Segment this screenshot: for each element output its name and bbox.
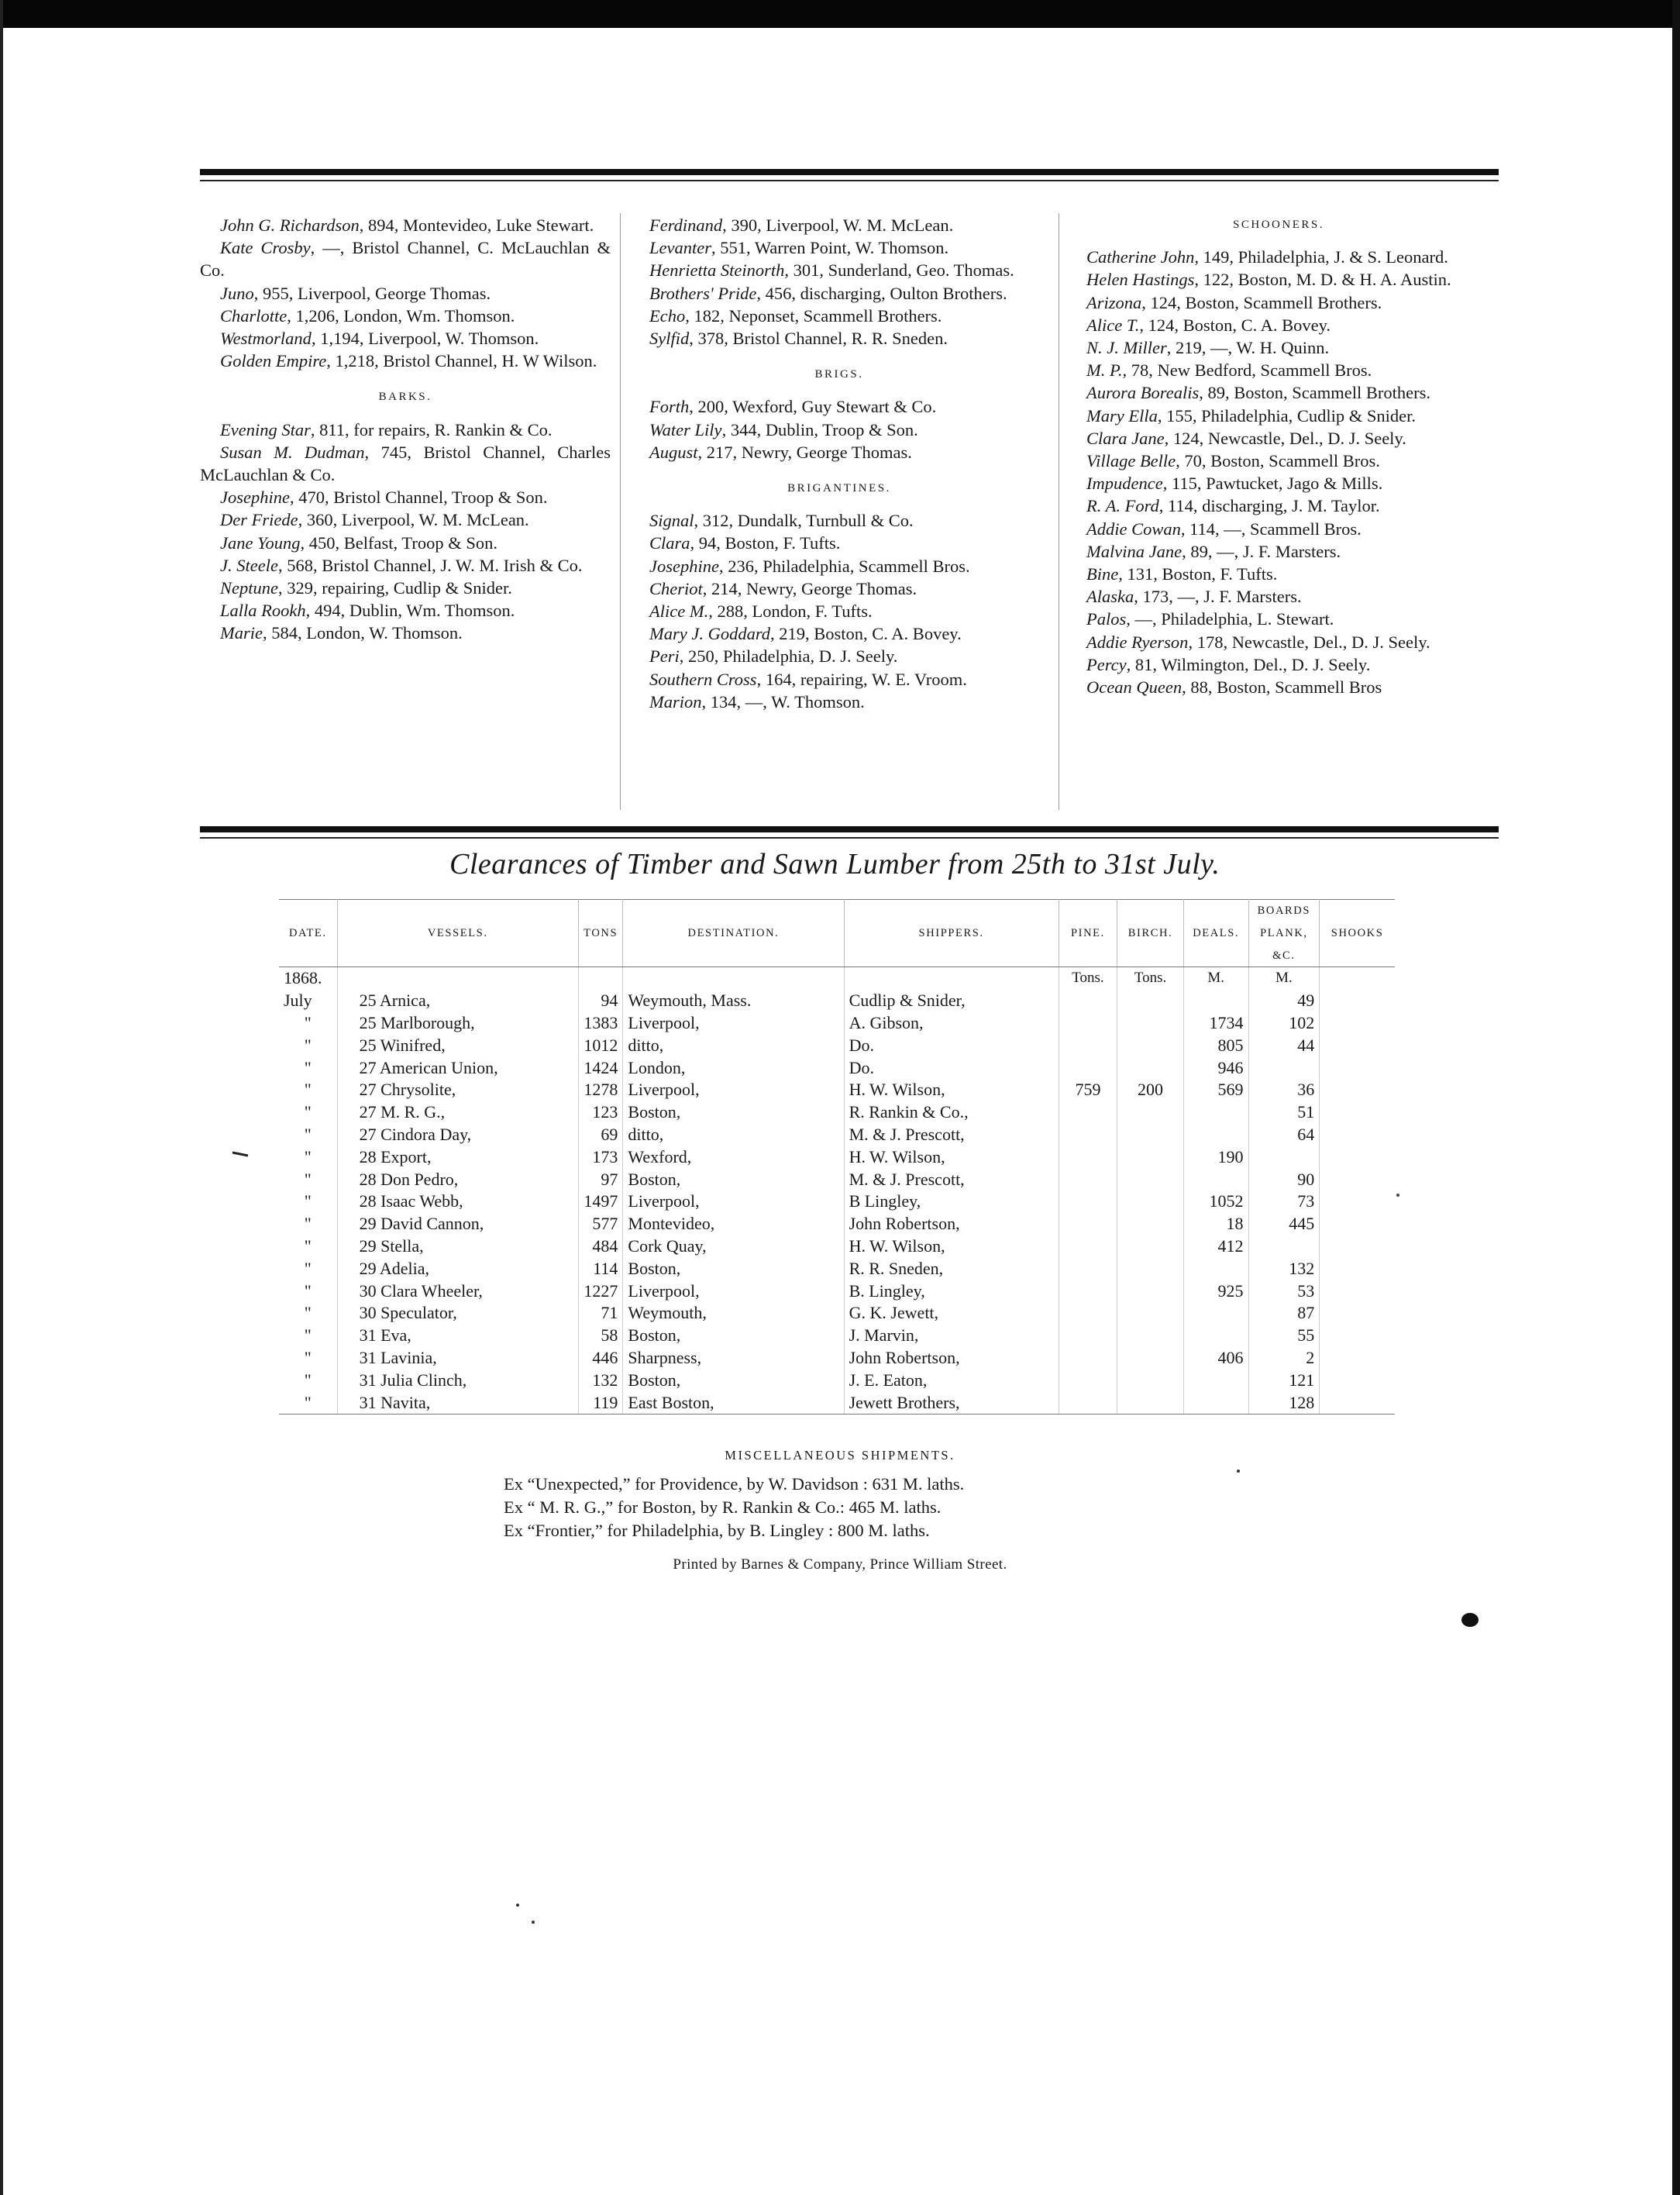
vessel-details: , 115, Pawtucket, Jago & Mills. <box>1162 474 1383 494</box>
clearances-title: Clearances of Timber and Sawn Lumber from 25th to 31st July. <box>449 848 1220 880</box>
destination-cell: Liverpool, <box>623 1079 844 1101</box>
vessel-name: Clara Jane <box>1086 428 1165 448</box>
shipper-cell: R. Rankin & Co., <box>844 1101 1059 1124</box>
vessel-name: R. A. Ford <box>1086 496 1159 516</box>
vessel-name: Winifred, <box>380 1035 446 1055</box>
deals-cell: 805 <box>1183 1035 1248 1057</box>
vessel-details: , 70, Boston, Scammell Bros. <box>1176 451 1380 471</box>
day-number: 28 <box>359 1169 377 1189</box>
vessel-name: Impudence <box>1086 474 1163 494</box>
shipper-cell: G. K. Jewett, <box>844 1302 1059 1325</box>
vessel-details: , 155, Philadelphia, Cudlip & Snider. <box>1157 405 1416 426</box>
date-cell: " <box>279 1392 337 1415</box>
date-cell: " <box>279 1213 337 1235</box>
ink-blot <box>1461 1613 1479 1627</box>
tons-cell: 1383 <box>578 1012 622 1035</box>
vessel-name: Neptune <box>220 578 278 598</box>
misc-line: Ex “Frontier,” for Philadelphia, by B. Lingley : 800 M. laths. <box>504 1521 930 1540</box>
vessel-details: , —, Philadelphia, L. Stewart. <box>1126 609 1334 629</box>
date-cell: " <box>279 1370 337 1392</box>
boards-cell: 55 <box>1248 1325 1320 1347</box>
destination-cell: Montevideo, <box>623 1213 844 1235</box>
vessel-name: Malvina Jane <box>1086 541 1183 561</box>
tons-cell: 114 <box>578 1258 622 1280</box>
deals-cell: 18 <box>1183 1213 1248 1235</box>
vessel-details: , 114, discharging, J. M. Taylor. <box>1158 496 1380 516</box>
vessel-details: , 217, Newry, George Thomas. <box>697 442 912 462</box>
tons-cell: 94 <box>578 990 622 1012</box>
tons-cell: 71 <box>578 1302 622 1325</box>
header-date: DATE. <box>279 900 337 967</box>
vessel-name: Clara <box>649 533 690 553</box>
tons-cell: 484 <box>578 1235 622 1258</box>
destination-cell: London, <box>623 1057 844 1080</box>
destination-cell: Liverpool, <box>623 1012 844 1035</box>
destination-cell: Liverpool, <box>623 1280 844 1303</box>
tons-cell: 1012 <box>578 1035 622 1057</box>
boards-cell: 90 <box>1248 1169 1320 1191</box>
vessel-name: Water Lily <box>649 419 722 439</box>
vessel-details: , 378, Bristol Channel, R. R. Sneden. <box>689 329 948 349</box>
vessel-name: Addie Cowan <box>1086 519 1181 539</box>
tons-cell: 1227 <box>578 1280 622 1303</box>
vessel-details: , 200, Wexford, Guy Stewart & Co. <box>689 397 937 417</box>
speck <box>516 1904 519 1907</box>
tons-cell: 69 <box>578 1124 622 1146</box>
vessel-name: Stella, <box>380 1235 424 1256</box>
vessel-details: , 568, Bristol Channel, J. W. M. Irish & Co. <box>277 555 583 575</box>
destination-cell: Sharpness, <box>623 1347 844 1370</box>
vessel-name: M. P. <box>1086 360 1123 381</box>
shipper-cell: A. Gibson, <box>844 1012 1059 1035</box>
tons-cell: 446 <box>578 1347 622 1370</box>
vessel-details: , 745, Bristol Channel, Charles McLauchlan & Co. <box>200 442 611 485</box>
vessel-name: Village Belle <box>1086 451 1176 471</box>
deals-cell: 569 <box>1183 1079 1248 1101</box>
date-cell: " <box>279 1079 337 1101</box>
vessel-name: Speculator, <box>380 1303 457 1323</box>
vessel-details: , 88, Boston, Scammell Bros <box>1182 677 1382 698</box>
vessel-name: Navita, <box>380 1392 431 1412</box>
boards-cell: 53 <box>1248 1280 1320 1303</box>
speck <box>1237 1470 1240 1473</box>
day-number: 28 <box>359 1191 377 1211</box>
destination-cell: Boston, <box>623 1325 844 1347</box>
vessel-name: Juno <box>220 283 254 303</box>
vessel-name: Signal <box>649 511 694 531</box>
day-number: 27 <box>359 1102 377 1122</box>
tons-cell: 577 <box>578 1213 622 1235</box>
vessel-details: , 551, Warren Point, W. Thomson. <box>711 238 949 258</box>
vessel-name: Clara Wheeler, <box>380 1280 483 1301</box>
vessel-details: , 584, London, W. Thomson. <box>263 623 463 643</box>
vessel-details: , 89, —, J. F. Marsters. <box>1182 541 1341 561</box>
vessel-details: , 390, Liverpool, W. M. McLean. <box>722 215 954 235</box>
birch-cell: 200 <box>1117 1079 1184 1101</box>
vessel-details: , 470, Bristol Channel, Troop & Son. <box>289 488 548 508</box>
day-number: 27 <box>359 1080 377 1100</box>
boards-cell: 445 <box>1248 1213 1320 1235</box>
day-number: 29 <box>359 1214 377 1234</box>
vessel-name: Henrietta Steinorth <box>649 260 785 281</box>
vessel-name: Der Friede <box>220 510 298 530</box>
day-number: 31 <box>359 1370 377 1390</box>
deals-cell: 925 <box>1183 1280 1248 1303</box>
vessel-details: , 182, Neponset, Scammell Brothers. <box>685 305 942 326</box>
day-number: 25 <box>359 991 377 1011</box>
vessel-name: August <box>649 442 698 462</box>
date-cell: July <box>279 990 337 1012</box>
printer-imprint: Printed by Barnes & Company, Prince William Street. <box>673 1556 1007 1573</box>
vessel-name: Aurora Borealis <box>1086 383 1200 403</box>
section-heading: BARKS. <box>378 391 432 404</box>
vessel-name: Export, <box>380 1146 432 1166</box>
destination-cell: Boston, <box>623 1169 844 1191</box>
shipper-cell: J. E. Eaton, <box>844 1370 1059 1392</box>
vessel-details: , 494, Dublin, Wm. Thomson. <box>305 601 515 621</box>
day-number: 30 <box>359 1280 377 1301</box>
header-deals: DEALS. <box>1183 900 1248 967</box>
vessel-name: Helen Hastings <box>1086 270 1195 290</box>
shipper-cell: John Robertson, <box>844 1213 1059 1235</box>
vessel-name: Josephine <box>220 488 290 508</box>
vessel-details: , 78, New Bedford, Scammell Bros. <box>1122 360 1372 381</box>
day-number: 28 <box>359 1146 377 1166</box>
day-number: 25 <box>359 1012 377 1032</box>
tons-cell: 58 <box>578 1325 622 1347</box>
vessel-name: Arnica, <box>379 991 431 1011</box>
vessel-details: , 131, Boston, F. Tufts. <box>1118 564 1278 584</box>
destination-cell: Weymouth, Mass. <box>623 990 844 1012</box>
vessel-name: Susan M. Dudman <box>220 442 365 462</box>
deals-cell: 1734 <box>1183 1012 1248 1035</box>
tons-cell: 132 <box>578 1370 622 1392</box>
date-cell: " <box>279 1057 337 1080</box>
vessel-details: , 124, Newcastle, Del., D. J. Seely. <box>1164 428 1406 448</box>
vessel-name: Alaska <box>1086 587 1134 607</box>
boards-cell: 132 <box>1248 1258 1320 1280</box>
vessel-name: Mary J. Goddard <box>649 624 771 644</box>
vessel-name: Cheriot <box>649 578 703 598</box>
ink-mark <box>232 1153 248 1156</box>
vessel-name: Ferdinand <box>649 215 723 235</box>
shipper-cell: Do. <box>844 1057 1059 1080</box>
vessel-details: , 89, Boston, Scammell Brothers. <box>1199 383 1430 403</box>
vessel-name: Chrysolite, <box>380 1080 456 1100</box>
vessel-name: Peri <box>649 646 680 667</box>
year-cell: 1868. <box>279 967 337 990</box>
vessel-name: Ocean Queen <box>1086 677 1183 698</box>
day-number: 29 <box>359 1258 377 1278</box>
tons-cell: 119 <box>578 1392 622 1415</box>
deals-cell: 1052 <box>1183 1191 1248 1213</box>
destination-cell: Boston, <box>623 1101 844 1124</box>
header-boards: BOARDS PLANK, &C. <box>1248 900 1320 967</box>
unit-deals: M. <box>1183 967 1248 990</box>
date-cell: " <box>279 1347 337 1370</box>
vessel-name: Mary Ella <box>1086 405 1158 426</box>
vessel-details: , 164, repairing, W. E. Vroom. <box>756 669 967 689</box>
day-number: 25 <box>359 1035 377 1055</box>
vessel-name: Kate Crosby <box>220 238 311 258</box>
date-cell: " <box>279 1325 337 1347</box>
destination-cell: Liverpool, <box>623 1191 844 1213</box>
vessel-details: , 955, Liverpool, George Thomas. <box>253 283 491 303</box>
vessel-details: , 114, —, Scammell Bros. <box>1180 519 1362 539</box>
vessel-name: Marlborough, <box>380 1012 475 1032</box>
unit-pine: Tons. <box>1059 967 1117 990</box>
vessel-details: , 219, —, W. H. Quinn. <box>1166 338 1330 358</box>
shipper-cell: J. Marvin, <box>844 1325 1059 1347</box>
date-cell: " <box>279 1035 337 1057</box>
vessel-name: Percy <box>1086 654 1127 674</box>
vessel-name: J. Steele <box>220 555 278 575</box>
vessel-name: Jane Young <box>220 532 301 553</box>
header-shooks: SHOOKS <box>1320 900 1395 967</box>
vessel-name: American Union, <box>379 1057 498 1077</box>
section-heading: BRIGANTINES. <box>787 482 891 495</box>
shipper-cell: Jewett Brothers, <box>844 1392 1059 1415</box>
date-cell: " <box>279 1101 337 1124</box>
boards-cell: 2 <box>1248 1347 1320 1370</box>
vessel-details: , 344, Dublin, Troop & Son. <box>721 419 918 439</box>
shipper-cell: R. R. Sneden, <box>844 1258 1059 1280</box>
vessel-name: Eva, <box>380 1325 411 1346</box>
vessel-name: Bine <box>1086 564 1119 584</box>
vessel-details: , 122, Boston, M. D. & H. A. Austin. <box>1194 270 1451 290</box>
date-cell: " <box>279 1124 337 1146</box>
tons-cell: 1424 <box>578 1057 622 1080</box>
tons-cell: 123 <box>578 1101 622 1124</box>
shipper-cell: H. W. Wilson, <box>844 1235 1059 1258</box>
boards-cell: 51 <box>1248 1101 1320 1124</box>
vessel-details: , 1,218, Bristol Channel, H. W Wilson. <box>326 351 597 371</box>
tons-cell: 1278 <box>578 1079 622 1101</box>
tons-cell: 97 <box>578 1169 622 1191</box>
shipper-cell: H. W. Wilson, <box>844 1146 1059 1169</box>
boards-cell: 121 <box>1248 1370 1320 1392</box>
vessel-details: , 360, Liverpool, W. M. McLean. <box>298 510 529 530</box>
misc-shipments-heading: MISCELLANEOUS SHIPMENTS. <box>725 1448 955 1463</box>
misc-line: Ex “Unexpected,” for Providence, by W. Davidson : 631 M. laths. <box>504 1474 965 1494</box>
vessel-name: Lalla Rookh <box>220 601 306 621</box>
vessel-details: , 1,194, Liverpool, W. Thomson. <box>311 329 539 349</box>
misc-line: Ex “ M. R. G.,” for Boston, by R. Rankin & Co.: 465 M. laths. <box>504 1497 942 1517</box>
vessel-name: Sylfid <box>649 329 690 349</box>
date-cell: " <box>279 1191 337 1213</box>
vessel-details: , 124, Boston, Scammell Brothers. <box>1141 292 1382 312</box>
section-heading: BRIGS. <box>814 368 864 381</box>
vessel-name: Alice M. <box>649 601 709 622</box>
destination-cell: Wexford, <box>623 1146 844 1169</box>
vessel-details: , 450, Belfast, Troop & Son. <box>300 532 497 553</box>
vessel-name: Westmorland <box>220 329 312 349</box>
vessel-details: , 219, Boston, C. A. Bovey. <box>770 624 962 644</box>
vessel-details: , 134, —, W. Thomson. <box>701 691 865 712</box>
day-number: 30 <box>359 1303 377 1323</box>
date-cell: " <box>279 1169 337 1191</box>
destination-cell: ditto, <box>623 1035 844 1057</box>
header-vessels: VESSELS. <box>337 900 578 967</box>
boards-cell: 87 <box>1248 1302 1320 1325</box>
vessel-details: , 329, repairing, Cudlip & Snider. <box>277 578 512 598</box>
vessel-details: , —, Bristol Channel, C. McLauchlan & Co. <box>200 238 611 281</box>
section-heading: SCHOONERS. <box>1233 219 1324 231</box>
vessel-name: Catherine John <box>1086 247 1195 267</box>
shipper-cell: Do. <box>844 1035 1059 1057</box>
vessel-name: Alice T. <box>1086 315 1140 335</box>
vessel-details: , 236, Philadelphia, Scammell Bros. <box>718 556 970 576</box>
header-tons: TONS <box>578 900 622 967</box>
vessel-details: , 811, for repairs, R. Rankin & Co. <box>310 419 553 439</box>
vessel-name: Don Pedro, <box>380 1169 459 1189</box>
vessel-name: Adelia, <box>379 1258 430 1278</box>
header-destination: DESTINATION. <box>623 900 844 967</box>
vessel-details: , 301, Sunderland, Geo. Thomas. <box>784 260 1014 281</box>
boards-cell: 102 <box>1248 1012 1320 1035</box>
vessel-name: Julia Clinch, <box>380 1370 467 1390</box>
date-cell: " <box>279 1012 337 1035</box>
boards-cell: 44 <box>1248 1035 1320 1057</box>
date-cell: " <box>279 1146 337 1169</box>
shipper-cell: B Lingley, <box>844 1191 1059 1213</box>
header-pine: PINE. <box>1059 900 1117 967</box>
day-number: 31 <box>359 1392 377 1412</box>
vessel-details: , 214, Newry, George Thomas. <box>702 578 917 598</box>
vessel-details: , 894, Montevideo, Luke Stewart. <box>359 215 594 235</box>
unit-birch: Tons. <box>1117 967 1184 990</box>
header-birch: BIRCH. <box>1117 900 1184 967</box>
day-number: 27 <box>359 1124 377 1144</box>
date-cell: " <box>279 1280 337 1303</box>
tons-cell: 1497 <box>578 1191 622 1213</box>
deals-cell: 946 <box>1183 1057 1248 1080</box>
vessel-details: , 173, —, J. F. Marsters. <box>1134 587 1302 607</box>
vessel-name: M. R. G., <box>380 1102 446 1122</box>
vessel-name: Palos <box>1086 609 1127 629</box>
vessel-name: Echo <box>649 305 686 326</box>
vessel-name: Evening Star <box>220 419 311 439</box>
boards-cell: 64 <box>1248 1124 1320 1146</box>
date-cell: " <box>279 1258 337 1280</box>
boards-cell: 73 <box>1248 1191 1320 1213</box>
deals-cell: 412 <box>1183 1235 1248 1258</box>
vessel-name: Isaac Webb, <box>380 1191 463 1211</box>
shipper-cell: M. & J. Prescott, <box>844 1169 1059 1191</box>
vessel-name: Southern Cross <box>649 669 757 689</box>
vessel-details: , 1,206, London, Wm. Thomson. <box>287 305 515 326</box>
date-cell: " <box>279 1235 337 1258</box>
tons-cell: 173 <box>578 1146 622 1169</box>
shipper-cell: John Robertson, <box>844 1347 1059 1370</box>
vessel-name: Marie <box>220 623 263 643</box>
boards-cell: 36 <box>1248 1079 1320 1101</box>
unit-boards: M. <box>1248 967 1320 990</box>
vessel-details: , 124, Boston, C. A. Bovey. <box>1139 315 1331 335</box>
vessel-name: Josephine <box>649 556 719 576</box>
shipper-cell: Cudlip & Snider, <box>844 990 1059 1012</box>
speck <box>532 1921 535 1924</box>
day-number: 31 <box>359 1325 377 1346</box>
destination-cell: Boston, <box>623 1370 844 1392</box>
destination-cell: Weymouth, <box>623 1302 844 1325</box>
vessel-details: , 312, Dundalk, Turnbull & Co. <box>694 511 914 531</box>
vessel-name: Addie Ryerson <box>1086 632 1189 652</box>
destination-cell: Boston, <box>623 1258 844 1280</box>
vessel-name: Marion <box>649 691 702 712</box>
day-number: 27 <box>359 1057 377 1077</box>
vessel-details: , 94, Boston, F. Tufts. <box>690 533 841 553</box>
vessel-name: Levanter <box>649 238 711 258</box>
vessel-details: , 178, Newcastle, Del., D. J. Seely. <box>1188 632 1430 652</box>
deals-cell: 406 <box>1183 1347 1248 1370</box>
vessel-details: , 81, Wilmington, Del., D. J. Seely. <box>1126 654 1371 674</box>
pine-cell: 759 <box>1059 1079 1117 1101</box>
day-number: 31 <box>359 1347 377 1367</box>
vessel-name: John G. Richardson <box>220 215 360 235</box>
day-number: 29 <box>359 1235 377 1256</box>
vessel-details: , 149, Philadelphia, J. & S. Leonard. <box>1194 247 1448 267</box>
boards-cell: 49 <box>1248 990 1320 1012</box>
vessel-name: Cindora Day, <box>380 1124 472 1144</box>
vessel-name: Forth <box>649 397 690 417</box>
vessel-name: Charlotte <box>220 305 287 326</box>
destination-cell: East Boston, <box>623 1392 844 1415</box>
shipper-cell: H. W. Wilson, <box>844 1079 1059 1101</box>
date-cell: " <box>279 1302 337 1325</box>
speck <box>1396 1194 1399 1197</box>
vessel-name: Lavinia, <box>380 1347 437 1367</box>
shipper-cell: B. Lingley, <box>844 1280 1059 1303</box>
destination-cell: Cork Quay, <box>623 1235 844 1258</box>
vessel-name: N. J. Miller <box>1086 338 1167 358</box>
vessel-name: Golden Empire <box>220 351 327 371</box>
shipper-cell: M. & J. Prescott, <box>844 1124 1059 1146</box>
vessel-details: , 250, Philadelphia, D. J. Seely. <box>679 646 898 667</box>
vessel-details: , 456, discharging, Oulton Brothers. <box>756 283 1007 303</box>
header-shippers: SHIPPERS. <box>844 900 1059 967</box>
vessel-name: David Cannon, <box>380 1214 484 1234</box>
vessel-name: Arizona <box>1086 292 1142 312</box>
vessel-details: , 288, London, F. Tufts. <box>708 601 873 622</box>
boards-cell: 128 <box>1248 1392 1320 1415</box>
destination-cell: ditto, <box>623 1124 844 1146</box>
vessel-name: Brothers' Pride <box>649 283 757 303</box>
deals-cell: 190 <box>1183 1146 1248 1169</box>
